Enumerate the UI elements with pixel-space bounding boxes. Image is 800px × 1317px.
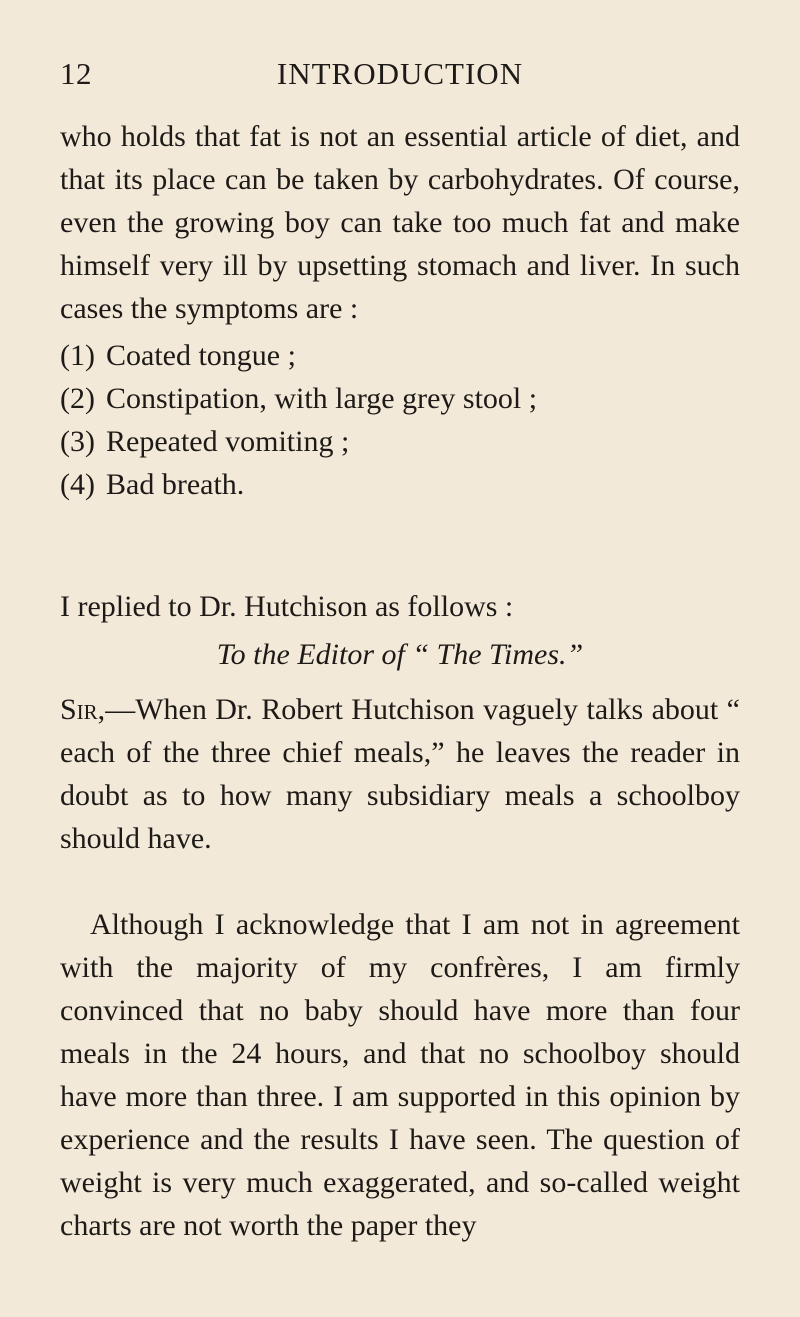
symptom-list (60, 334, 740, 506)
letter-heading: To the Editor of “ The Times.” (216, 638, 584, 671)
list-item-text: Bad breath. (106, 468, 245, 501)
list-item-number: (4) (60, 468, 95, 501)
reply-intro: I replied to Dr. Hutchison as follows : (60, 590, 514, 623)
list-item (60, 334, 740, 377)
letter-paragraph-1 (60, 688, 740, 860)
running-head (60, 56, 740, 100)
list-item-number: (1) (60, 339, 95, 372)
list-item (60, 377, 740, 420)
list-item-text: Repeated vomiting ; (106, 425, 350, 458)
letter-paragraph-1-text: —When Dr. Robert Hutchison vaguely talks about “ each of the three chief meals,” he leaves the reader in doubt as to how many subsidiary meals a schoolboy should have. (60, 693, 740, 855)
list-item-text: Coated tongue ; (106, 339, 296, 372)
letter-salutation: Sir, (60, 693, 106, 726)
opening-paragraph: who holds that fat is not an essential article of diet, and that its place can be taken by carbohydrates. Of course, even the growing boy can take too much fat and make himself very ill by upsetting stomach and liver. In such cases the symptoms are : (60, 120, 740, 325)
list-item (60, 420, 740, 463)
list-item-number: (2) (60, 382, 95, 415)
list-item (60, 463, 740, 506)
page-number: 12 (60, 56, 92, 91)
letter-paragraph-2: Although I acknowledge that I am not in agreement with the majority of my confrères, I am firmly convinced that no baby should have more than four meals in the 24 hours, and that no schoolboy should have more than three. I am supported in this opinion by experience and the results I have seen. The question of weight is very much exaggerated, and so-called weight charts are not worth the paper they (60, 908, 740, 1242)
list-item-text: Constipation, with large grey stool ; (106, 382, 538, 415)
list-item-number: (3) (60, 425, 95, 458)
running-title: INTRODUCTION (276, 56, 524, 91)
